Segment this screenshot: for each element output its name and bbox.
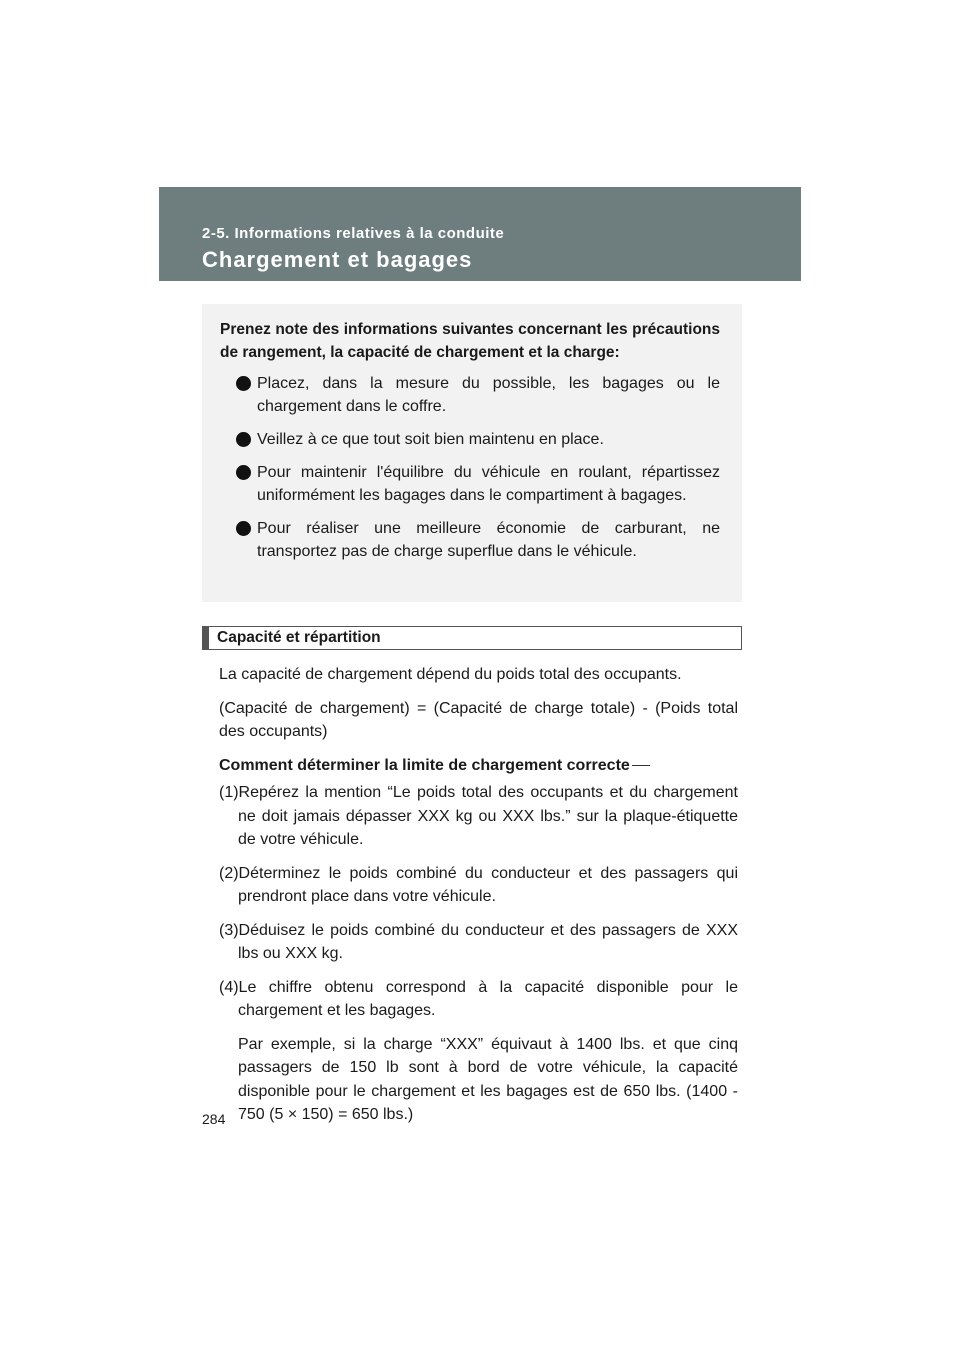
bullet-item [220,517,720,563]
intro-box [202,304,742,602]
paragraph: La capacité de chargement dépend du poids total des occupants. [219,666,682,683]
bullet-text: Placez, dans la mesure du possible, les bagages ou le chargement dans le coffre. [257,375,720,415]
subsection-heading [202,626,742,650]
step-item: (2)Déterminez le poids combiné du conducteur et des passagers qui prendront place dans votre véhicule. [219,864,738,905]
step-item: (4)Le chiffre obtenu correspond à la capacité disponible pour le chargement et les bagages. [219,978,738,1019]
bullet-item [220,461,720,507]
section-label: 2-5. Informations relatives à la conduite [202,225,505,242]
bullet-icon [236,376,251,391]
intro-text: Prenez note des informations suivantes concernant les précautions de rangement, la capacité de chargement et la charge: [220,321,720,361]
bullet-text: Veillez à ce que tout soit bien maintenu en place. [257,431,604,448]
chapter-header [159,187,801,281]
page-number: 284 [202,1111,226,1127]
page-title: Chargement et bagages [202,247,473,272]
method-heading-text: Comment déterminer la limite de chargement correcte [219,756,630,774]
example-paragraph: Par exemple, si la charge “XXX” équivaut à 1400 lbs. et que cinq passagers de 150 lb sont à bord de votre véhicule, la capacité disponible pour le chargement et les bagages est de 650 lbs. (1400 - 750 (5 × 150) = 650 lbs.) [238,1035,738,1123]
section-content [219,663,738,1137]
method-heading [219,754,738,778]
bullet-text: Pour maintenir l'équilibre du véhicule en roulant, répartissez uniformément les bagages dans le compartiment à bagages. [257,464,720,504]
subsection-heading-label: Capacité et répartition [217,629,381,646]
step-item: (3)Déduisez le poids combiné du conducteur et des passagers de XXX lbs ou XXX kg. [219,921,738,962]
bullet-icon [236,521,251,536]
step-item: (1)Repérez la mention “Le poids total des occupants et du chargement ne doit jamais dépasser XXX kg ou XXX lbs.” sur la plaque-étiquette de votre véhicule. [219,784,738,848]
formula-paragraph: (Capacité de chargement) = (Capacité de charge totale) - (Poids total des occupants) [219,699,738,740]
bullet-text: Pour réaliser une meilleure économie de carburant, ne transportez pas de charge superflue dans le véhicule. [257,520,720,560]
heading-bar [203,627,209,649]
em-dash [632,765,650,766]
bullet-icon [236,465,251,480]
bullet-icon [236,432,251,447]
bullet-item [220,428,720,451]
bullet-item [220,372,720,418]
